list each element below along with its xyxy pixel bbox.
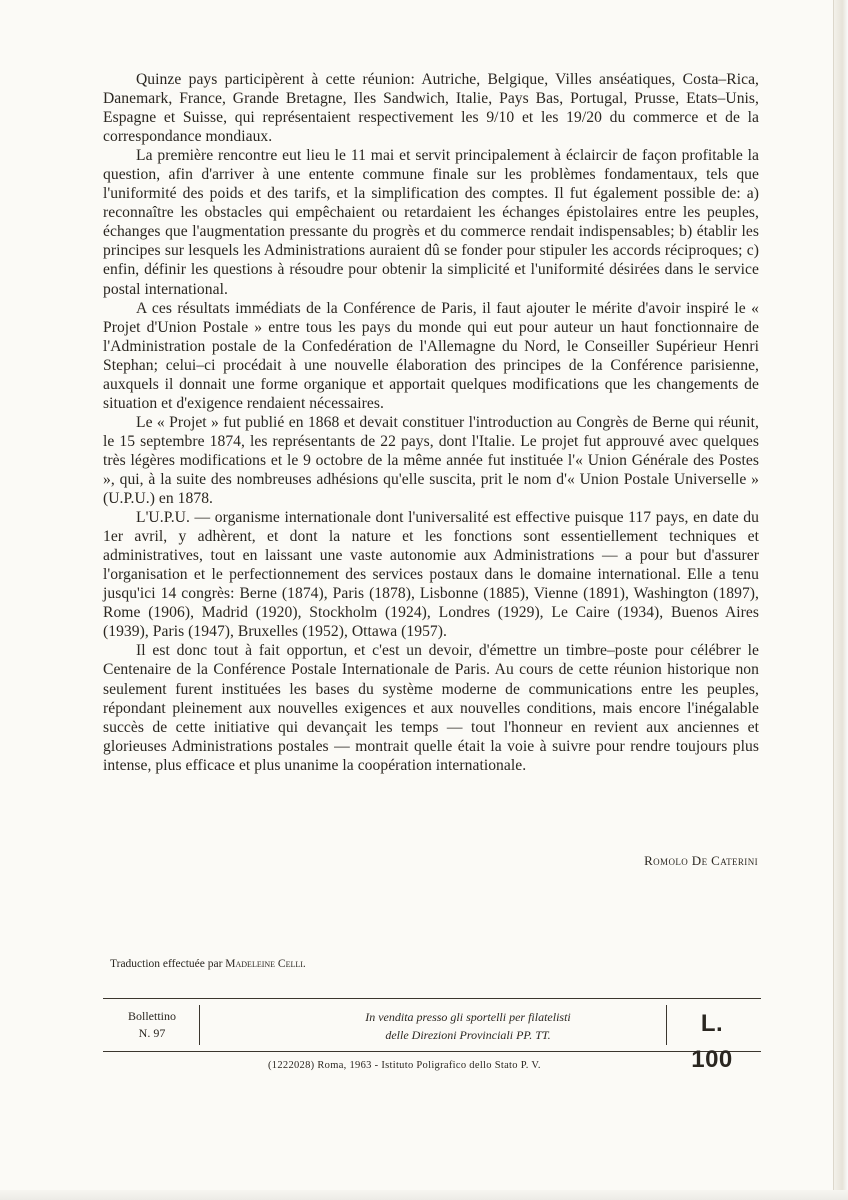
bulletin-label: Bollettino — [128, 1009, 176, 1023]
paragraph-6: Il est donc tout à fait opportun, et c'est un devoir, d'émettre un timbre–poste pour célébrer le Centenaire de la Conférence Postale Internationale de Paris. Au cours de cette réunion historique non seulement furent instituées les bases du système moderne de communications entre les peuples, répondant pleinement aux nouvelles exigences et aux nouvelles conditions, mais encore l'inégalable succès de cette initiative qui devançait les temps — tout l'honneur en revient aux anciennes et glorieuses Administrations postales — montrait quelle était la voie à suivre pour rendre toujours plus intense, plus efficace et plus unanime la coopération internationale. — [103, 642, 759, 774]
sale-line-1: In vendita presso gli sportelli per filatelisti — [365, 1010, 571, 1024]
page-edge — [833, 0, 848, 1200]
translation-credit — [110, 958, 306, 970]
box-divider-left — [199, 1005, 200, 1045]
paragraph-4: Le « Projet » fut publié en 1868 et devait constituer l'introduction au Congrès de Berne qui réunit, le 15 septembre 1874, les représentants de 22 pays, dont l'Italie. Le projet fut approuvé avec quelques très légères modifications et le 9 octobre de la même année fut instituée l'« Union Générale des Postes », qui, à la suite des nombreuses adhésions qu'elle suscita, prit le nom d'« Union Postale Universelle » (U.P.U.) en 1878. — [103, 413, 759, 508]
price-label: L. 100 — [691, 1010, 733, 1073]
translation-prefix: Traduction effectuée par — [110, 958, 223, 970]
translator-name: Madeleine Celli — [225, 958, 303, 970]
paragraph-1: Quinze pays participèrent à cette réunion: Autriche, Belgique, Villes anséatiques, Costa–Rica, Danemark, France, Grande Bretagne, Iles Sandwich, Italie, Pays Bas, Portugal, Prusse, Etats–Unis, Espagne et Suisse, qui représentaient respectivement les 9/10 et les 19/20 du commerce et de la correspondance mondiaux. — [103, 71, 759, 146]
article-body — [103, 70, 759, 775]
printer-imprint: (1222028) Roma, 1963 - Istituto Poligrafico dello Stato P. V. — [268, 1060, 541, 1071]
sale-line-2: delle Direzioni Provinciali PP. TT. — [385, 1028, 551, 1042]
sale-info-block — [253, 1008, 683, 1044]
paragraph-5: L'U.P.U. — organisme internationale dont l'universalité est effective puisque 117 pays, en date du 1er avril, y adhèrent, et dont la nature et les fonctions sont essentiellement techniques et administratives, tout en laissant une vaste autonomie aux Administrations — a pour but d'assurer l'organisation et le perfectionnement des services postaux dans le domaine international. Elle a tenu jusqu'ici 14 congrès: Berne (1874), Paris (1878), Lisbonne (1885), Vienne (1891), Washington (1897), Rome (1906), Madrid (1920), Stockholm (1924), Londres (1929), Le Caire (1934), Buenos Aires (1939), Paris (1947), Bruxelles (1952), Ottawa (1957). — [103, 509, 759, 641]
bulletin-number-block — [107, 1008, 197, 1042]
page-bottom-edge — [0, 1190, 848, 1200]
bulletin-number: N. 97 — [138, 1026, 166, 1040]
box-divider-right — [666, 1005, 667, 1045]
paragraph-2: La première rencontre eut lieu le 11 mai et servit principalement à éclaircir de façon profitable la question, afin d'arriver à une entente commune finale sur les problèmes fondamentaux, tels que l'uniformité des poids et des tarifs, et la simplification des comptes. Il fut également possible de: a) reconnaître les obstacles qui empêchaient ou retardaient les échanges épistolaires entre les peuples, échanges que l'augmentation pressante du progrès et du commerce rendait indispensables; b) établir les principes sur lesquels les Administrations auraient dû se fonder pour stipuler les accords réciproques; c) enfin, définir les questions à résoudre pour obtenir la simplicité et l'uniformité désirées dans le service postal international. — [103, 147, 759, 298]
author-signature: Romolo De Caterini — [644, 853, 758, 868]
translation-period: . — [302, 958, 306, 970]
paragraph-3: A ces résultats immédiats de la Conférence de Paris, il faut ajouter le mérite d'avoir inspiré le « Projet d'Union Postale » entre tous les pays du monde qui eut pour auteur un haut fonctionnaire de l'Administration postale de la Confedération de l'Allemagne du Nord, le Conseiller Supérieur Henri Stephan; celui–ci procédait à une nouvelle élaboration des principes de la Conférence parisienne, auxquels il donnait une forme organique et apportait quelques modifications que les changements de situation et d'exigence rendaient nécessaires. — [103, 299, 759, 412]
